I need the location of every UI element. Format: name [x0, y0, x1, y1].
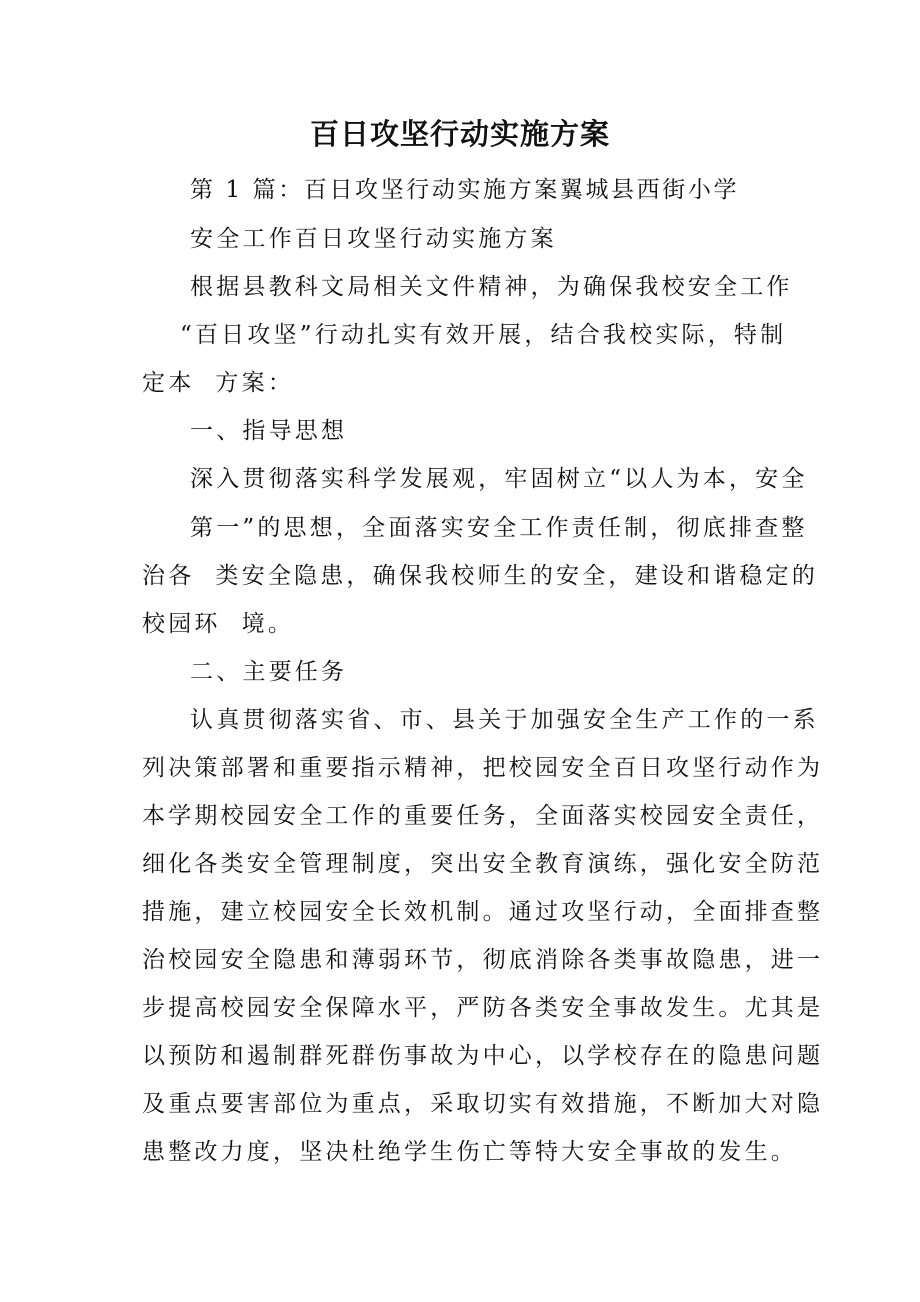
text-line: 治校园安全隐患和薄弱环节，彻底消除各类事故隐患，进一 [142, 947, 824, 973]
section-heading: 一、指导思想 [190, 418, 348, 444]
text-line: 细化各类安全管理制度，突出安全教育演练，强化安全防范 [142, 851, 824, 877]
section-heading: 二、主要任务 [190, 659, 348, 685]
text-line: 校园环 境。 [142, 611, 295, 637]
text-line: 认真贯彻落实省、市、县关于加强安全生产工作的一系 [190, 707, 819, 733]
text-line: 第 1 篇：百日攻坚行动实施方案翼城县西街小学 [190, 177, 740, 203]
text-line: 步提高校园安全保障水平，严防各类安全事故发生。尤其是 [142, 995, 824, 1021]
text-line: 根据县教科文局相关文件精神，为确保我校安全工作 [190, 274, 793, 300]
text-line: 措施，建立校园安全长效机制。通过攻坚行动，全面排查整 [142, 899, 824, 925]
text-line: 第一”的思想，全面落实安全工作责任制，彻底排查整 [190, 515, 808, 541]
text-line: 治各 类安全隐患，确保我校师生的安全，建设和谐稳定的 [142, 563, 819, 589]
text-line: 列决策部署和重要指示精神，把校园安全百日攻坚行动作为 [142, 755, 824, 781]
text-line: 及重点要害部位为重点，采取切实有效措施，不断加大对隐 [142, 1091, 824, 1117]
text-line: 深入贯彻落实科学发展观，牢固树立“以人为本，安全 [190, 466, 808, 492]
text-line: “百日攻坚”行动扎实有效开展，结合我校实际，特制 [180, 322, 787, 348]
text-line: 安全工作百日攻坚行动实施方案 [190, 226, 557, 252]
document-title: 百日攻坚行动实施方案 [309, 117, 610, 151]
text-line: 本学期校园安全工作的重要任务，全面落实校园安全责任， [142, 803, 824, 829]
text-line: 以预防和遏制群死群伤事故为中心，以学校存在的隐患问题 [142, 1043, 824, 1069]
text-line: 定本 方案： [142, 370, 295, 396]
text-line: 患整改力度，坚决杜绝学生伤亡等特大安全事故的发生。 [142, 1139, 797, 1165]
